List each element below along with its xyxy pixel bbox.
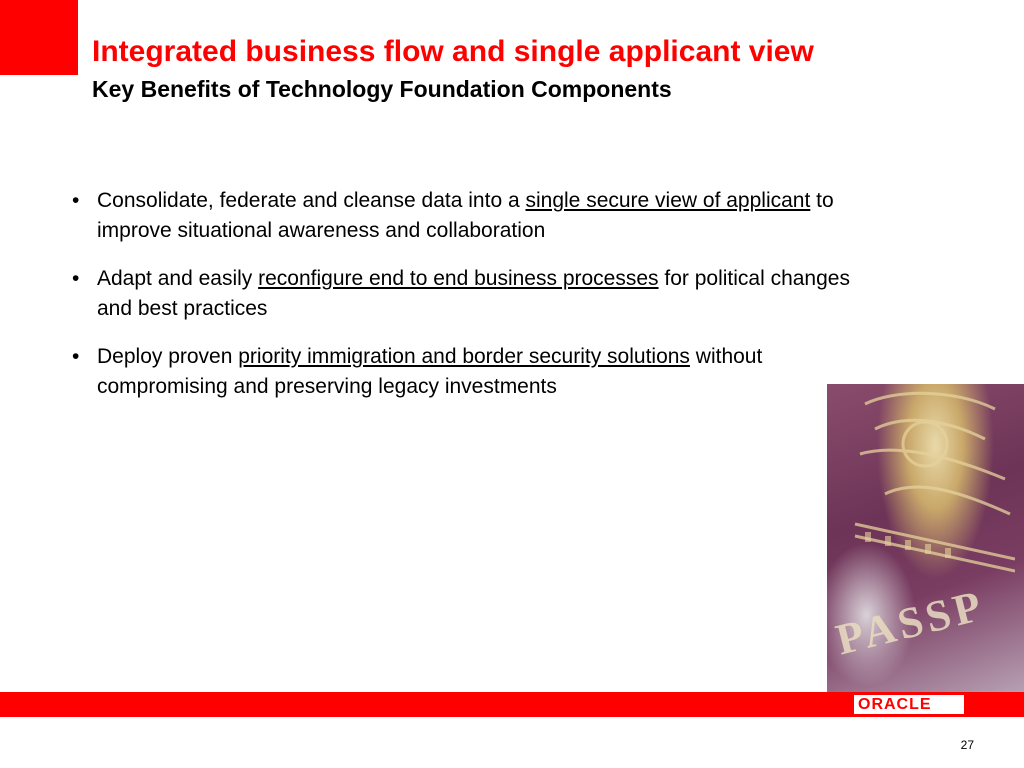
- slide-title: Integrated business flow and single applicant view: [92, 35, 814, 68]
- bullet-link-security-solutions[interactable]: priority immigration and border security solutions: [238, 345, 690, 368]
- bullet-item: [72, 264, 852, 324]
- bullet-link-single-view[interactable]: single secure view of applicant: [525, 189, 811, 212]
- corner-accent-block: [0, 0, 78, 75]
- bullet-icon: •: [72, 267, 80, 290]
- slide-subtitle: Key Benefits of Technology Foundation Components: [92, 76, 672, 102]
- bullet-text: Adapt and easily: [97, 267, 259, 290]
- bullet-text: for political changes and best practices: [97, 267, 850, 320]
- page-number: 27: [960, 738, 974, 752]
- bullet-icon: •: [72, 345, 80, 368]
- bullet-list: [72, 186, 852, 420]
- passport-photo-icon: [827, 384, 1024, 692]
- bullet-text: to improve situational awareness and collaboration: [97, 189, 834, 242]
- oracle-logo-icon: ORACLE: [858, 696, 932, 713]
- bullet-item: [72, 186, 852, 246]
- bullet-text: without compromising and preserving legacy investments: [97, 345, 763, 398]
- oracle-logo-box: [854, 695, 964, 714]
- bullet-text: Deploy proven: [97, 345, 239, 368]
- crest-icon: [845, 384, 1015, 584]
- bullet-item: [72, 342, 852, 402]
- bullet-icon: •: [72, 189, 80, 212]
- footer-bar: [0, 692, 1024, 717]
- passport-label: PASSP: [831, 580, 990, 665]
- bullet-link-business-processes[interactable]: reconfigure end to end business processes: [258, 267, 659, 290]
- bullet-text: Consolidate, federate and cleanse data into a: [97, 189, 526, 212]
